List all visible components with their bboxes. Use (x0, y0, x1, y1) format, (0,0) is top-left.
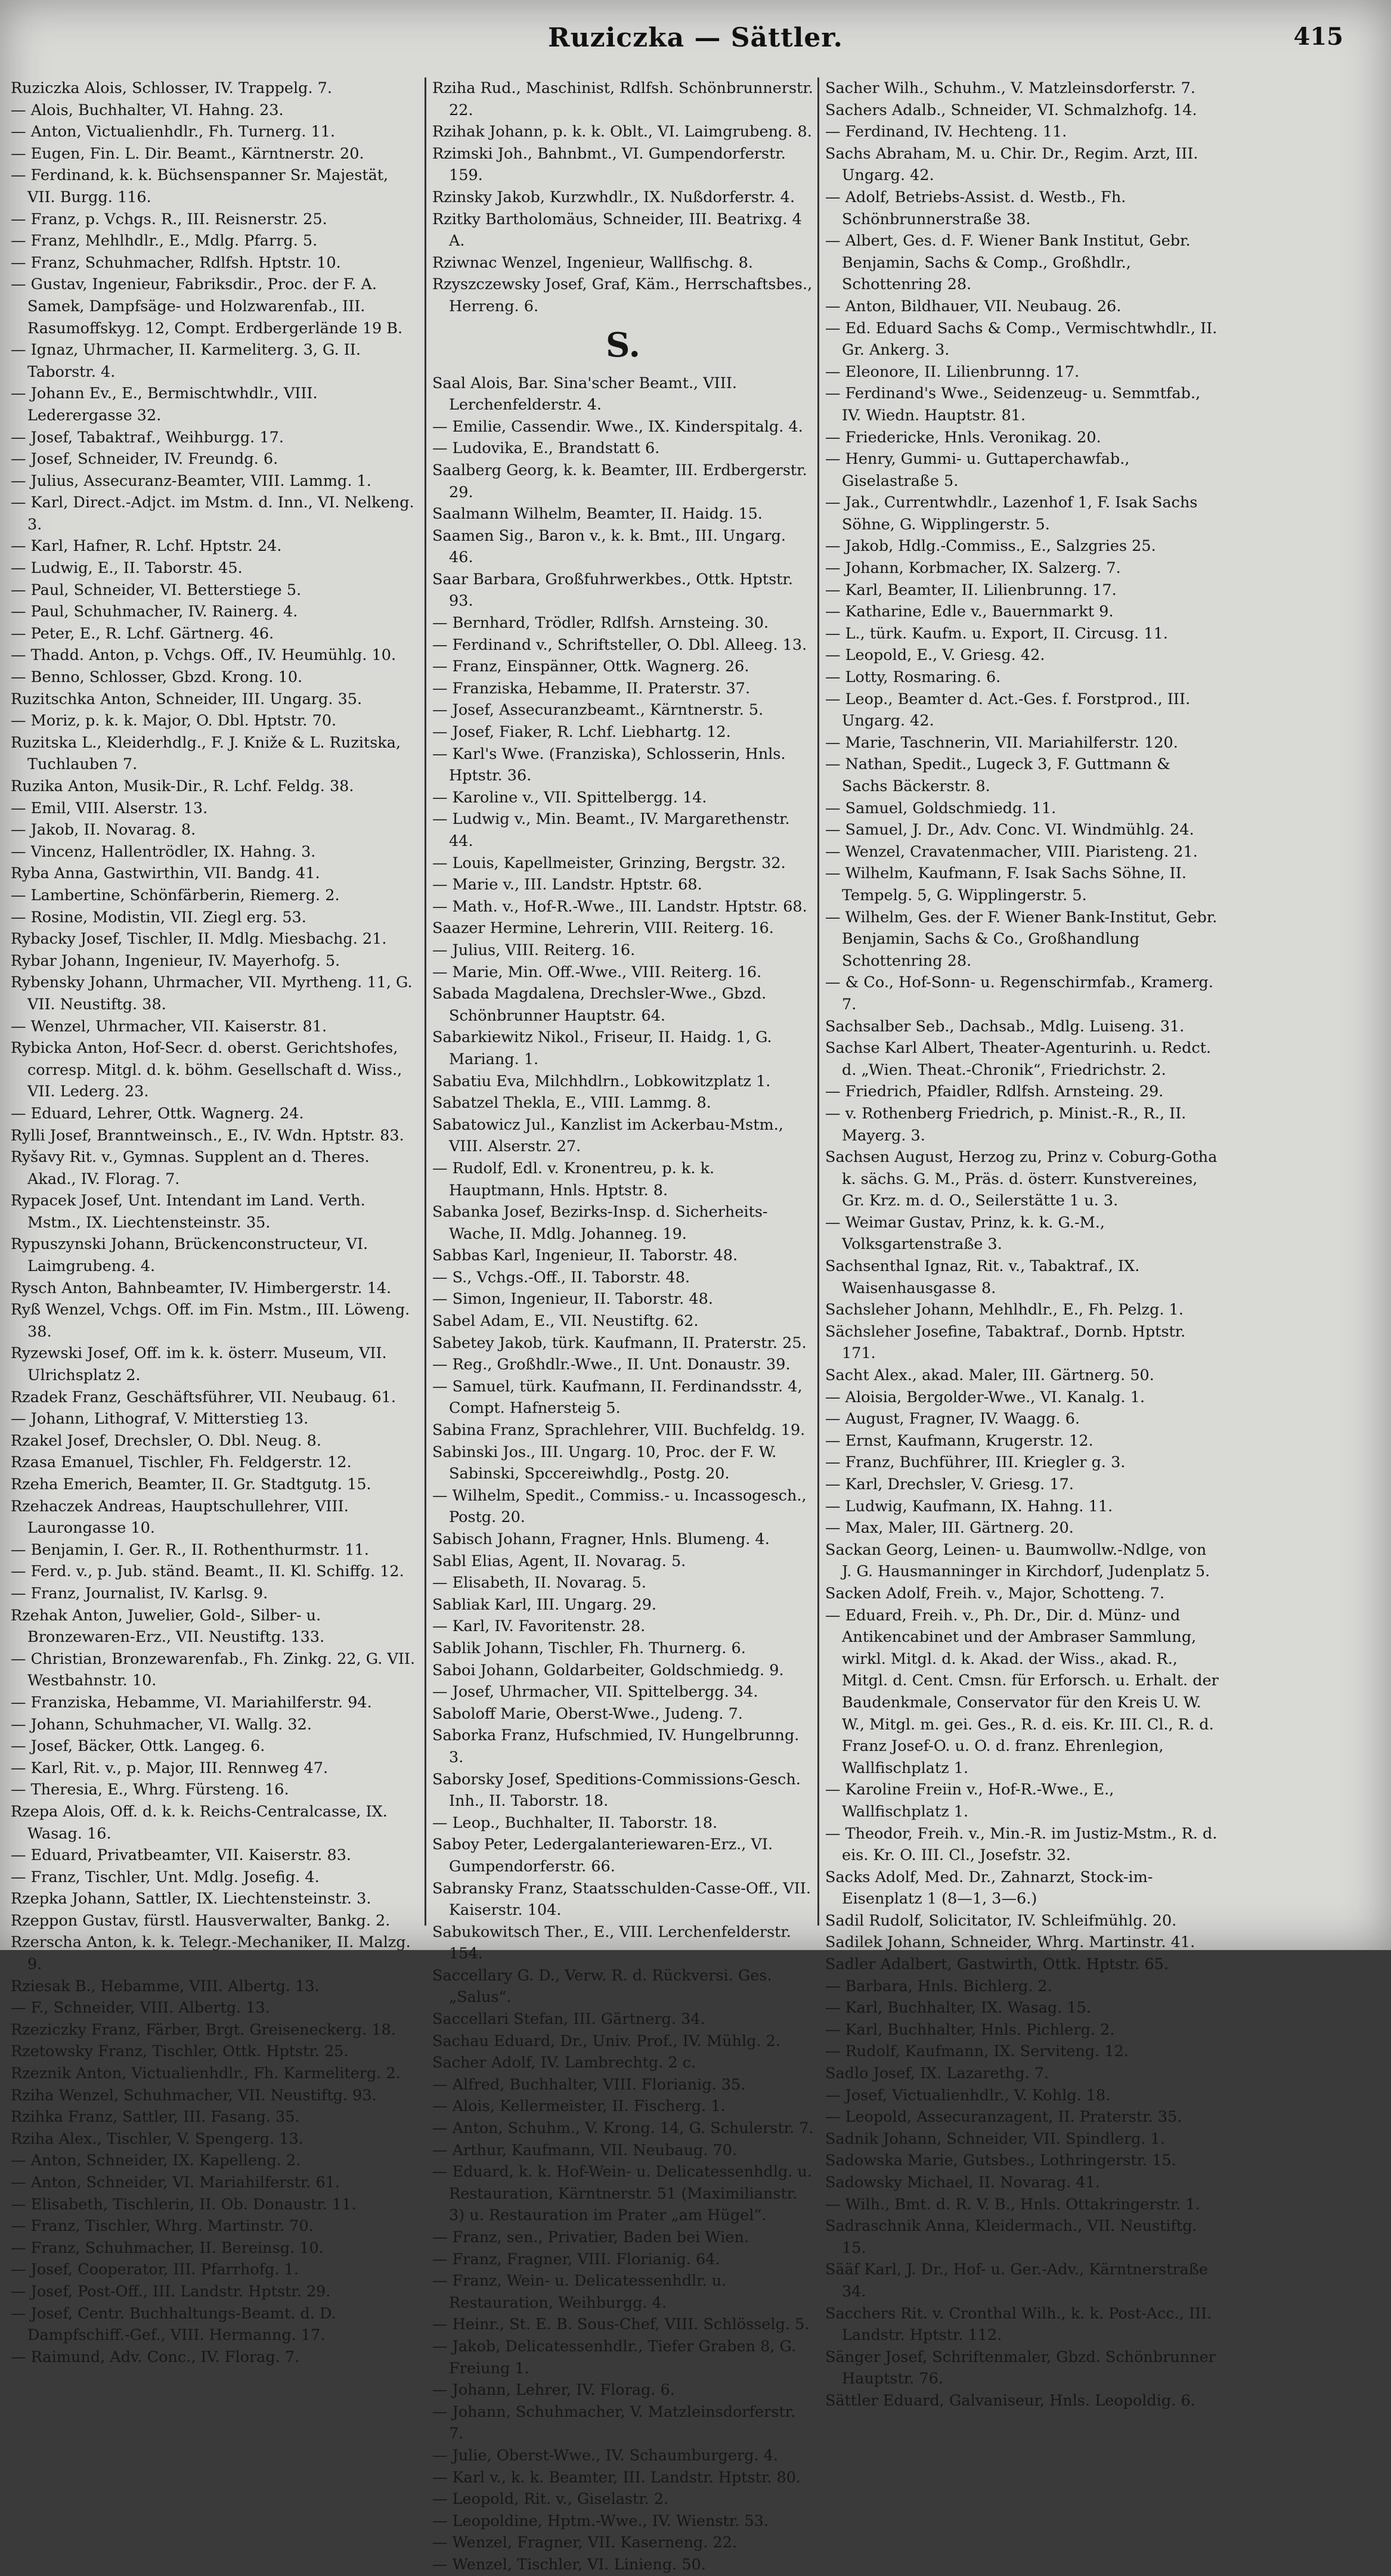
directory-entry: — Josef, Post-Off., III. Landstr. Hptstr. 29. (11, 2282, 331, 2301)
directory-entry: Sablik Johann, Tischler, Fh. Thurnerg. 6. (432, 1639, 746, 1657)
directory-columns (11, 78, 1370, 2574)
directory-entry: Sabl Elias, Agent, II. Novarag. 5. (432, 1552, 686, 1570)
directory-entry: — Karl, Rit. v., p. Major, III. Rennweg 47. (11, 1759, 329, 1777)
directory-entry: — Karl, Buchhalter, Hnls. Pichlerg. 2. (825, 2020, 1115, 2039)
directory-entry: Rzyszczewsky Josef, Graf, Käm., Herrschaftsbes., Herreng. 6. (432, 275, 813, 315)
directory-entry: Rzasa Emanuel, Tischler, Fh. Feldgerstr. 12. (11, 1453, 352, 1472)
column-2 (432, 78, 814, 2574)
directory-entry: Sänger Josef, Schriftenmaler, Gbzd. Schönbrunner Hauptstr. 76. (825, 2348, 1216, 2388)
directory-entry: — Lotty, Rosmaring. 6. (825, 668, 1001, 687)
directory-entry: Rzehak Anton, Juwelier, Gold-, Silber- u. Bronzewaren-Erz., VII. Neustiftg. 133. (11, 1606, 325, 1647)
directory-entry: — Benno, Schlosser, Gbzd. Krong. 10. (11, 668, 303, 687)
directory-entry: — Rudolf, Kaufmann, IX. Serviteng. 12. (825, 2042, 1129, 2061)
directory-entry: — Ferdinand, IV. Hechteng. 11. (825, 123, 1067, 141)
directory-entry: — Karl, IV. Favoritenstr. 28. (432, 1617, 646, 1636)
directory-entry: Sächsleher Josefine, Tabaktraf., Dornb. Hptstr. 171. (825, 1322, 1186, 1363)
directory-entry: Sääf Karl, J. Dr., Hof- u. Ger.-Adv., Kärntnerstraße 34. (825, 2261, 1208, 2301)
directory-entry: Sadilek Johann, Schneider, Whrg. Martinstr. 41. (825, 1933, 1195, 1952)
directory-entry: Rzakel Josef, Drechsler, O. Dbl. Neug. 8. (11, 1431, 321, 1450)
directory-entry: — Leop., Buchhalter, II. Taborstr. 18. (432, 1814, 718, 1832)
directory-entry: — Ludwig v., Min. Beamt., IV. Margarethenstr. 44. (432, 810, 790, 850)
directory-entry: — Louis, Kapellmeister, Grinzing, Bergstr. 32. (432, 854, 786, 872)
directory-entry: Sabukowitsch Ther., E., VIII. Lerchenfelderstr. 154. (432, 1923, 791, 1963)
directory-entry: Saborka Franz, Hufschmied, IV. Hungelbrunng. 3. (432, 1726, 800, 1766)
directory-entry: Sackan Georg, Leinen- u. Baumwollw.-Ndlge, von J. G. Hausmanninger in Kirchdorf, Judenplatz 5. (825, 1540, 1210, 1581)
directory-entry: — Josef, Fiaker, R. Lchf. Liebhartg. 12. (432, 723, 731, 742)
directory-entry: — Eduard, Privatbeamter, VII. Kaiserstr. 83. (11, 1846, 352, 1865)
directory-entry: Sadraschnik Anna, Kleidermach., VII. Neustiftg. 15. (825, 2217, 1197, 2257)
directory-entry: — Josef, Tabaktraf., Weihburgg. 17. (11, 428, 284, 447)
directory-entry: Rzitky Bartholomäus, Schneider, III. Beatrixg. 4 A. (432, 210, 802, 250)
directory-entry: — Franziska, Hebamme, II. Praterstr. 37. (432, 679, 751, 698)
directory-entry: — Franz, Einspänner, Ottk. Wagnerg. 26. (432, 658, 749, 676)
directory-entry: — Samuel, J. Dr., Adv. Conc. VI. Windmühlg. 24. (825, 821, 1194, 839)
directory-entry: — Julius, VIII. Reiterg. 16. (432, 941, 636, 959)
directory-entry: Sadler Adalbert, Gastwirth, Ottk. Hptstr. 65. (825, 1955, 1169, 1974)
directory-entry: Rzimski Joh., Bahnbmt., VI. Gumpendorferstr. 159. (432, 144, 786, 185)
directory-entry: — Franz, Fragner, VIII. Florianig. 64. (432, 2250, 720, 2268)
directory-entry: — Moriz, p. k. k. Major, O. Dbl. Hptstr. 70. (11, 712, 337, 730)
directory-entry: Sacht Alex., akad. Maler, III. Gärtnerg. 50. (825, 1366, 1154, 1385)
directory-entry: — Eduard, k. k. Hof-Wein- u. Delicatessenhdlg. u. Restauration, Kärntnerstr. 51 (Maximilianstr. 3) u. Restauration im Prater „am Hügel“. (432, 2163, 813, 2225)
directory-entry: Rzehaczek Andreas, Hauptschullehrer, VIII. Laurongasse 10. (11, 1497, 349, 1537)
directory-entry: — Johann, Lehrer, IV. Florag. 6. (432, 2381, 675, 2400)
directory-entry: — Wilhelm, Kaufmann, F. Isak Sachs Söhne, II. Tempelg. 5, G. Wipplingerstr. 5. (825, 864, 1186, 904)
directory-entry: — Franz, sen., Privatier, Baden bei Wien. (432, 2228, 749, 2246)
directory-entry: Saboi Johann, Goldarbeiter, Goldschmiedg. 9. (432, 1661, 784, 1679)
directory-entry: — Johann, Korbmacher, IX. Salzerg. 7. (825, 559, 1121, 578)
directory-entry: — Rosine, Modistin, VII. Ziegl erg. 53. (11, 908, 306, 926)
directory-entry: Saccellari Stefan, III. Gärtnerg. 34. (432, 2010, 705, 2029)
column-divider (817, 78, 819, 1926)
directory-entry: — Raimund, Adv. Conc., IV. Florag. 7. (11, 2348, 300, 2366)
directory-entry: — Ferdinand v., Schriftsteller, O. Dbl. Alleeg. 13. (432, 636, 807, 654)
directory-entry: — Albert, Ges. d. F. Wiener Bank Institut, Gebr. Benjamin, Sachs & Comp., Großhdlr., Schottenring 28. (825, 232, 1191, 294)
directory-entry: — Franz, Buchführer, III. Kriegler g. 3. (825, 1453, 1126, 1472)
directory-entry: Sachsenthal Ignaz, Rit. v., Tabaktraf., IX. Waisenhausgasse 8. (825, 1257, 1140, 1297)
directory-entry: Sadowsky Michael, II. Novarag. 41. (825, 2174, 1100, 2191)
directory-entry: Sabada Magdalena, Drechsler-Wwe., Gbzd. Schönbrunner Hauptstr. 64. (432, 985, 767, 1025)
directory-entry: — Math. v., Hof-R.-Wwe., III. Landstr. Hptstr. 68. (432, 897, 807, 916)
directory-entry: Rzeznik Anton, Victualienhdlr., Fh. Karmeliterg. 2. (11, 2064, 401, 2083)
directory-entry: Sachers Adalb., Schneider, VI. Schmalzhofg. 14. (825, 101, 1197, 119)
directory-entry: — Johann, Lithograf, V. Mitterstieg 13. (11, 1410, 309, 1428)
directory-entry: — Marie v., III. Landstr. Hptstr. 68. (432, 876, 702, 894)
directory-entry: — Karl, Hafner, R. Lchf. Hptstr. 24. (11, 537, 282, 556)
directory-entry: — Wilhelm, Spedit., Commiss.- u. Incassogesch., Postg. 20. (432, 1486, 807, 1527)
directory-entry: — L., türk. Kaufm. u. Export, II. Circusg. 11. (825, 624, 1168, 643)
directory-entry: Rzeziczky Franz, Färber, Brgt. Greiseneckerg. 18. (11, 2020, 396, 2039)
directory-entry: — Heinr., St. E. B. Sous-Chef, VIII. Schlösselg. 5. (432, 2315, 810, 2334)
directory-entry: — Friedrich, Pfaidler, Rdlfsh. Arnsteing. 29. (825, 1083, 1164, 1101)
directory-entry: — Theresia, E., Whrg. Fürsteng. 16. (11, 1781, 289, 1799)
directory-entry: Sabatzel Thekla, E., VIII. Lammg. 8. (432, 1094, 711, 1112)
directory-entry: — Eugen, Fin. L. Dir. Beamt., Kärntnerstr. 20. (11, 144, 364, 163)
directory-entry: — Karoline Freiin v., Hof-R.-Wwe., E., Wallfischplatz 1. (825, 1781, 1114, 1821)
directory-entry: — Paul, Schneider, VI. Betterstiege 5. (11, 581, 302, 599)
directory-entry: Sadowska Marie, Gutsbes., Lothringerstr. 15. (825, 2152, 1176, 2170)
directory-entry: — Josef, Assecuranzbeamt., Kärntnerstr. 5. (432, 701, 764, 720)
directory-entry: — Franz, Tischler, Unt. Mdlg. Josefig. 4. (11, 1868, 320, 1886)
directory-entry: Sättler Eduard, Galvaniseur, Hnls. Leopoldig. 6. (825, 2391, 1195, 2410)
directory-entry: — Friedericke, Hnls. Veronikag. 20. (825, 428, 1101, 447)
directory-entry: — Franziska, Hebamme, VI. Mariahilferstr. 94. (11, 1693, 372, 1712)
directory-entry: Rziha Wenzel, Schuhmacher, VII. Neustiftg. 93. (11, 2086, 377, 2104)
directory-entry: — Jak., Currentwhdlr., Lazenhof 1, F. Isak Sachs Söhne, G. Wipplingerstr. 5. (825, 494, 1198, 534)
directory-entry: — & Co., Hof-Sonn- u. Regenschirmfab., Kramerg. 7. (825, 974, 1213, 1013)
directory-entry: — Jakob, Delicatessenhdlr., Tiefer Graben 8, G. Freiung 1. (432, 2337, 797, 2377)
directory-entry: Rzadek Franz, Geschäftsführer, VII. Neubaug. 61. (11, 1388, 396, 1406)
directory-entry: Ruzika Anton, Musik-Dir., R. Lchf. Feldg. 38. (11, 777, 354, 795)
directory-entry: — Josef, Cooperator, III. Pfarrhofg. 1. (11, 2261, 299, 2279)
directory-entry: — Marie, Min. Off.-Wwe., VIII. Reiterg. 16. (432, 963, 762, 981)
directory-entry: Sabanka Josef, Bezirks-Insp. d. Sicherheits-Wache, II. Mdlg. Johanneg. 19. (432, 1203, 768, 1243)
directory-entry: — Christian, Bronzewarenfab., Fh. Zinkg. 22, G. VII. Westbahnstr. 10. (11, 1650, 416, 1690)
directory-entry: Sachsleher Johann, Mehlhdlr., E., Fh. Pelzg. 1. (825, 1301, 1184, 1319)
directory-entry: — Josef, Schneider, IV. Freundg. 6. (11, 450, 278, 469)
directory-entry: Rypuszynski Johann, Brückenconstructeur, VI. Laimgrubeng. 4. (11, 1235, 368, 1276)
column-3 (825, 78, 1219, 2410)
directory-entry: — Ed. Eduard Sachs & Comp., Vermischtwhdlr., II. Gr. Ankerg. 3. (825, 319, 1217, 359)
directory-entry: Sachs Abraham, M. u. Chir. Dr., Regim. Arzt, III. Ungarg. 42. (825, 144, 1198, 185)
directory-entry: Sadil Rudolf, Solicitator, IV. Schleifmühlg. 20. (825, 1911, 1177, 1930)
directory-entry: Sacher Adolf, IV. Lambrechtg. 2 c. (432, 2054, 696, 2072)
directory-entry: — Lambertine, Schönfärberin, Riemerg. 2. (11, 886, 340, 904)
directory-entry: — August, Fragner, IV. Waagg. 6. (825, 1410, 1080, 1428)
directory-entry: — Samuel, Goldschmiedg. 11. (825, 799, 1057, 817)
directory-entry: Rybar Johann, Ingenieur, IV. Mayerhofg. 5. (11, 951, 340, 970)
directory-entry: — Jakob, II. Novarag. 8. (11, 821, 196, 839)
directory-entry: — Elisabeth, II. Novarag. 5. (432, 1574, 647, 1592)
directory-entry: — Vincenz, Hallentrödler, IX. Hahng. 3. (11, 842, 316, 861)
directory-entry: — Paul, Schuhmacher, IV. Rainerg. 4. (11, 603, 298, 621)
directory-entry: — Karl, Buchhalter, IX. Wasag. 15. (825, 1999, 1092, 2017)
directory-entry: Saar Barbara, Großfuhrwerkbes., Ottk. Hptstr. 93. (432, 570, 793, 610)
directory-entry: — Eleonore, II. Lilienbrunng. 17. (825, 362, 1080, 381)
directory-entry: — Ferdinand, k. k. Büchsenspanner Sr. Majestät, VII. Burgg. 116. (11, 166, 389, 206)
section-letter: S. (606, 325, 640, 365)
directory-entry: — Karl's Wwe. (Franziska), Schlosserin, Hnls. Hptstr. 36. (432, 745, 786, 785)
directory-entry: Saboloff Marie, Oberst-Wwe., Judeng. 7. (432, 1704, 743, 1723)
directory-entry: — Katharine, Edle v., Bauernmarkt 9. (825, 603, 1114, 621)
directory-entry: Saccellary G. D., Verw. R. d. Rückversi. Ges. „Salus“. (432, 1966, 772, 2007)
directory-entry: — Gustav, Ingenieur, Fabriksdir., Proc. der F. A. Samek, Dampfsäge- und Holzwarenfab., III. Rasumoffskyg. 12, Compt. Erdbergerlände 19 B. (11, 275, 403, 337)
directory-entry: — Leop., Beamter d. Act.-Ges. f. Forstprod., III. Ungarg. 42. (825, 690, 1191, 730)
directory-entry: Sabetey Jakob, türk. Kaufmann, II. Praterstr. 25. (432, 1334, 807, 1352)
directory-entry: — Franz, Schuhmacher, II. Bereinsg. 10. (11, 2239, 324, 2257)
directory-entry: — Franz, Tischler, Whrg. Martinstr. 70. (11, 2217, 314, 2236)
directory-entry: — Josef, Centr. Buchhaltungs-Beamt. d. D. Dampfschiff.-Gef., VIII. Hermanng. 17. (11, 2304, 336, 2345)
directory-entry: — Aloisia, Bergolder-Wwe., VI. Kanalg. 1. (825, 1388, 1145, 1406)
directory-entry: — Ludovika, E., Brandstatt 6. (432, 439, 660, 458)
directory-entry: — Jakob, Hdlg.-Commiss., E., Salzgries 25. (825, 537, 1156, 556)
directory-entry: Sacher Wilh., Schuhm., V. Matzleinsdorferstr. 7. (825, 79, 1196, 97)
directory-entry: — Wilhelm, Ges. der F. Wiener Bank-Institut, Gebr. Benjamin, Sachs & Co., Großhandlung Schottenring 28. (825, 908, 1217, 970)
directory-entry: — v. Rothenberg Friedrich, p. Minist.-R., R., II. Mayerg. 3. (825, 1104, 1186, 1145)
directory-entry: — Franz, Schuhmacher, Rdlfsh. Hptstr. 10. (11, 253, 341, 272)
directory-entry: Sadlo Josef, IX. Lazarethg. 7. (825, 2064, 1049, 2083)
directory-entry: — Karoline v., VII. Spittelbergg. 14. (432, 788, 707, 807)
directory-entry: — Wenzel, Tischler, VI. Linieng. 50. (432, 2555, 706, 2574)
directory-entry: — Peter, E., R. Lchf. Gärtnerg. 46. (11, 624, 274, 643)
directory-entry: — Anton, Bildhauer, VII. Neubaug. 26. (825, 297, 1122, 315)
directory-entry: — Emil, VIII. Alserstr. 13. (11, 799, 208, 817)
directory-entry: — Franz, Wein- u. Delicatessenhdlr. u. Restauration, Weihburgg. 4. (432, 2272, 727, 2312)
directory-entry: Sabarkiewitz Nikol., Friseur, II. Haidg. 1, G. Mariang. 1. (432, 1028, 772, 1068)
directory-entry: — Alois, Buchhalter, VI. Hahng. 23. (11, 101, 284, 119)
directory-entry: — Wilh., Bmt. d. R. V. B., Hnls. Ottakringerstr. 1. (825, 2195, 1200, 2214)
directory-entry: Rylli Josef, Branntweinsch., E., IV. Wdn. Hptstr. 83. (11, 1126, 404, 1145)
directory-entry: — Karl v., k. k. Beamter, III. Landstr. Hptstr. 80. (432, 2468, 801, 2487)
directory-entry: Ruzitska L., Kleiderhdlg., F. J. Kniže & L. Ruzitska, Tuchlauben 7. (11, 733, 401, 774)
directory-entry: — Johann, Schuhmacher, VI. Wallg. 32. (11, 1715, 312, 1734)
directory-entry: — Emilie, Cassendir. Wwe., IX. Kinderspitalg. 4. (432, 417, 803, 436)
directory-entry: Ruziczka Alois, Schlosser, IV. Trappelg. 7. (11, 79, 333, 97)
directory-entry: — Franz, Mehlhdlr., E., Mdlg. Pfarrg. 5. (11, 232, 318, 250)
directory-entry: — Max, Maler, III. Gärtnerg. 20. (825, 1519, 1074, 1537)
directory-entry: — Ludwig, E., II. Taborstr. 45. (11, 559, 243, 578)
directory-entry: — Leopold, Assecuranzagent, II. Praterstr. 35. (825, 2108, 1182, 2126)
directory-entry: Rzihak Johann, p. k. k. Oblt., VI. Laimgrubeng. 8. (432, 123, 812, 141)
directory-entry: Saalmann Wilhelm, Beamter, II. Haidg. 15. (432, 505, 763, 523)
directory-entry: — Theodor, Freih. v., Min.-R. im Justiz-Mstm., R. d. eis. Kr. O. III. Cl., Josefstr. 32. (825, 1824, 1217, 1865)
directory-entry: Sacchers Rit. v. Cronthal Wilh., k. k. Post-Acc., III. Landstr. Hptstr. 112. (825, 2304, 1212, 2345)
directory-entry: Sachsen August, Herzog zu, Prinz v. Coburg-Gotha k. sächs. G. M., Präs. d. österr. Kunstvereines, Gr. Krz. m. d. O., Seilerstätte 1 u. 3. (825, 1148, 1217, 1210)
directory-entry: — F., Schneider, VIII. Albertg. 13. (11, 1999, 270, 2017)
directory-entry: — Anton, Schuhm., V. Krong. 14, G. Schulerstr. 7. (432, 2119, 814, 2138)
directory-entry: Saazer Hermine, Lehrerin, VIII. Reiterg. 16. (432, 919, 774, 938)
directory-entry: — Wenzel, Cravatenmacher, VIII. Piaristeng. 21. (825, 842, 1198, 861)
directory-entry: Sabina Franz, Sprachlehrer, VIII. Buchfeldg. 19. (432, 1421, 806, 1440)
directory-entry: — Eduard, Freih. v., Ph. Dr., Dir. d. Münz- und Antikencabinet und der Ambraser Sammlung, wirkl. Mitgl. d. k. Akad. der Wiss., akad. R., Mitgl. d. Cent. Cmsn. für Erforsch. u. Erhalt. der Baudenkmale, Conservator für den Kreis U. W. W., Mitgl. m. gei. Ges., R. d. eis. Kr. III. Cl., R. d. Franz Josef-O. u. O. d. franz. Ehrenlegion, Wallfischplatz 1. (825, 1606, 1219, 1777)
directory-entry: — Franz, Journalist, IV. Karlsg. 9. (11, 1584, 268, 1602)
directory-entry: Saboy Peter, Ledergalanteriewaren-Erz., VI. Gumpendorferstr. 66. (432, 1836, 773, 1876)
directory-entry: — Karl, Direct.-Adjct. im Mstm. d. Inn., VI. Nelkeng. 3. (11, 494, 414, 534)
directory-entry: Sabel Adam, E., VII. Neustiftg. 62. (432, 1312, 699, 1331)
directory-entry: Rziesak B., Hebamme, VIII. Albertg. 13. (11, 1977, 320, 1995)
directory-entry: Saborsky Josef, Speditions-Commissions-Gesch. Inh., II. Taborstr. 18. (432, 1770, 801, 1811)
directory-entry: — Ernst, Kaufmann, Krugerstr. 12. (825, 1431, 1093, 1450)
directory-entry: Rzihka Franz, Sattler, III. Fasang. 35. (11, 2108, 300, 2126)
directory-entry: Rysch Anton, Bahnbeamter, IV. Himbergerstr. 14. (11, 1279, 392, 1297)
directory-entry: Rzeha Emerich, Beamter, II. Gr. Stadtgutg. 15. (11, 1475, 371, 1493)
directory-entry: Sabliak Karl, III. Ungarg. 29. (432, 1595, 657, 1614)
directory-entry: Saal Alois, Bar. Sina'scher Beamt., VIII. Lerchenfelderstr. 4. (432, 374, 738, 414)
directory-entry: Rybensky Johann, Uhrmacher, VII. Myrtheng. 11, G. VII. Neustiftg. 38. (11, 974, 413, 1013)
directory-entry: — Simon, Ingenieur, II. Taborstr. 48. (432, 1290, 713, 1309)
directory-entry: — Josef, Bäcker, Ottk. Langeg. 6. (11, 1737, 265, 1756)
directory-entry: Saamen Sig., Baron v., k. k. Bmt., III. Ungarg. 46. (432, 526, 786, 567)
directory-entry: — Josef, Uhrmacher, VII. Spittelbergg. 34. (432, 1683, 758, 1701)
directory-entry: Sabransky Franz, Staatsschulden-Casse-Off., VII. Kaiserstr. 104. (432, 1879, 811, 1920)
directory-entry: — Reg., Großhdlr.-Wwe., II. Unt. Donaustr. 39. (432, 1356, 791, 1374)
directory-entry: Rypacek Josef, Unt. Intendant im Land. Verth. Mstm., IX. Liechtensteinstr. 35. (11, 1192, 365, 1232)
directory-entry: — Johann Ev., E., Bermischtwhdlr., VIII. Lederergasse 32. (11, 385, 318, 424)
directory-entry: — Franz, p. Vchgs. R., III. Reisnerstr. 25. (11, 210, 327, 228)
page-header (0, 23, 1391, 64)
directory-entry: Sabisch Johann, Fragner, Hnls. Blumeng. 4. (432, 1530, 770, 1548)
directory-entry: Sacks Adolf, Med. Dr., Zahnarzt, Stock-im-Eisenplatz 1 (8—1, 3—6.) (825, 1868, 1153, 1908)
directory-entry: — Eduard, Lehrer, Ottk. Wagnerg. 24. (11, 1104, 304, 1123)
directory-entry: — Nathan, Spedit., Lugeck 3, F. Guttmann & Sachs Bäckerstr. 8. (825, 755, 1170, 795)
directory-entry: Rzeppon Gustav, fürstl. Hausverwalter, Bankg. 2. (11, 1911, 391, 1930)
directory-entry: — Karl, Beamter, II. Lilienbrunng. 17. (825, 581, 1117, 599)
directory-entry: — Leopold, E., V. Griesg. 42. (825, 646, 1045, 665)
directory-entry: — Samuel, türk. Kaufmann, II. Ferdinandsstr. 4, Compt. Hafnersteig 5. (432, 1377, 803, 1418)
column-divider (425, 78, 426, 1926)
directory-entry: — Karl, Drechsler, V. Griesg. 17. (825, 1475, 1074, 1493)
directory-entry: — Ferd. v., p. Jub. ständ. Beamt., II. Kl. Schiffg. 12. (11, 1563, 404, 1581)
directory-entry: — Bernhard, Trödler, Rdlfsh. Arnsteing. 30. (432, 614, 769, 633)
directory-entry: Sabatowicz Jul., Kanzlist im Ackerbau-Mstm., VIII. Alserstr. 27. (432, 1115, 783, 1156)
directory-entry: — Marie, Taschnerin, VII. Mariahilferstr. 120. (825, 733, 1178, 752)
directory-entry: Sabbas Karl, Ingenieur, II. Taborstr. 48. (432, 1247, 738, 1265)
directory-entry: Rziha Rud., Maschinist, Rdlfsh. Schönbrunnerstr. 22. (432, 79, 813, 119)
directory-entry: — Ignaz, Uhrmacher, II. Karmeliterg. 3, G. II. Taborstr. 4. (11, 341, 361, 381)
directory-entry: Sachse Karl Albert, Theater-Agenturinh. u. Redct. d. „Wien. Theat.-Chronik“, Friedrichstr. 2. (825, 1039, 1212, 1079)
directory-entry: Rzepka Johann, Sattler, IX. Liechtensteinstr. 3. (11, 1890, 371, 1908)
directory-entry: Rziwnac Wenzel, Ingenieur, Wallfischg. 8. (432, 253, 753, 272)
directory-entry: Sacken Adolf, Freih. v., Major, Schotteng. 7. (825, 1584, 1165, 1602)
directory-entry: — Anton, Schneider, IX. Kapelleng. 2. (11, 2152, 301, 2170)
column-1 (11, 78, 417, 2366)
directory-entry: Rzetowsky Franz, Tischler, Ottk. Hptstr. 25. (11, 2042, 349, 2061)
directory-entry: Sachsalber Seb., Dachsab., Mdlg. Luiseng. 31. (825, 1017, 1185, 1036)
directory-entry: — Ludwig, Kaufmann, IX. Hahng. 11. (825, 1497, 1113, 1515)
directory-entry: — Adolf, Betriebs-Assist. d. Westb., Fh. Schönbrunnerstraße 38. (825, 188, 1126, 228)
directory-entry: Sabatiu Eva, Milchhdlrn., Lobkowitzplatz 1. (432, 1072, 771, 1090)
running-head: Ruziczka — Sättler. (548, 23, 843, 53)
directory-entry: — Elisabeth, Tischlerin, II. Ob. Donaustr. 11. (11, 2195, 357, 2214)
directory-entry: — Leopoldine, Hptm.-Wwe., IV. Wienstr. 53. (432, 2512, 769, 2530)
directory-entry: Sadnik Johann, Schneider, VII. Spindlerg. 1. (825, 2129, 1166, 2148)
directory-entry: — Anton, Schneider, VI. Mariahilferstr. 61. (11, 2174, 340, 2191)
directory-entry: — Anton, Victualienhdlr., Fh. Turnerg. 11. (11, 123, 336, 141)
directory-entry: — Arthur, Kaufmann, VII. Neubaug. 70. (432, 2141, 738, 2159)
directory-entry: — Benjamin, I. Ger. R., II. Rothenthurmstr. 11. (11, 1540, 369, 1559)
directory-entry: — Julius, Assecuranz-Beamter, VIII. Lammg. 1. (11, 472, 371, 490)
directory-entry: Ryba Anna, Gastwirthin, VII. Bandg. 41. (11, 864, 320, 883)
directory-entry: — Ferdinand's Wwe., Seidenzeug- u. Semmtfab., IV. Wiedn. Hauptstr. 81. (825, 385, 1201, 424)
directory-entry: — S., Vchgs.-Off., II. Taborstr. 48. (432, 1268, 690, 1287)
directory-entry: Sabinski Jos., III. Ungarg. 10, Proc. der F. W. Sabinski, Spccereiwhdlg., Postg. 20. (432, 1443, 777, 1483)
directory-entry: — Henry, Gummi- u. Guttaperchawfab., Giselastraße 5. (825, 450, 1130, 490)
directory-entry: Rziha Alex., Tischler, V. Spengerg. 13. (11, 2129, 303, 2148)
directory-entry: Ryß Wenzel, Vchgs. Off. im Fin. Mstm., III. Löweng. 38. (11, 1301, 410, 1341)
directory-entry: — Julie, Oberst-Wwe., IV. Schaumburgerg. 4. (432, 2446, 779, 2465)
directory-entry: Saalberg Georg, k. k. Beamter, III. Erdbergerstr. 29. (432, 461, 807, 501)
directory-entry: Sachau Eduard, Dr., Univ. Prof., IV. Mühlg. 2. (432, 2032, 780, 2050)
directory-entry: Ryzewski Josef, Off. im k. k. österr. Museum, VII. Ulrichsplatz 2. (11, 1344, 387, 1385)
directory-entry: Ryšavy Rit. v., Gymnas. Supplent an d. Theres. Akad., IV. Florag. 7. (11, 1148, 370, 1188)
directory-entry: — Johann, Schuhmacher, V. Matzleinsdorferstr. 7. (432, 2403, 796, 2443)
directory-entry: — Alfred, Buchhalter, VIII. Florianig. 35. (432, 2075, 746, 2094)
directory-entry: — Barbara, Hnls. Bichlerg. 2. (825, 1977, 1052, 1995)
directory-entry: — Thadd. Anton, p. Vchgs. Off., IV. Heumühlg. 10. (11, 646, 396, 665)
directory-entry: — Weimar Gustav, Prinz, k. k. G.-M., Volksgartenstraße 3. (825, 1213, 1105, 1254)
page-number: 415 (1293, 23, 1343, 51)
directory-entry: Rzepa Alois, Off. d. k. k. Reichs-Centralcasse, IX. Wasag. 16. (11, 1802, 388, 1843)
directory-entry: — Alois, Kellermeister, II. Fischerg. 1. (432, 2097, 726, 2116)
directory-entry: — Rudolf, Edl. v. Kronentreu, p. k. k. Hauptmann, Hnls. Hptstr. 8. (432, 1159, 715, 1199)
directory-entry: Rzinsky Jakob, Kurzwhdlr., IX. Nußdorferstr. 4. (432, 188, 795, 206)
directory-entry: Rybacky Josef, Tischler, II. Mdlg. Miesbachg. 21. (11, 930, 387, 948)
directory-entry: — Wenzel, Uhrmacher, VII. Kaiserstr. 81. (11, 1017, 327, 1036)
directory-entry: — Josef, Victualienhdlr., V. Kohlg. 18. (825, 2086, 1111, 2104)
directory-entry: Ruzitschka Anton, Schneider, III. Ungarg. 35. (11, 690, 363, 708)
directory-entry: Rybicka Anton, Hof-Secr. d. oberst. Gerichtshofes, corresp. Mitgl. d. k. böhm. Gesellschaft d. Wiss., VII. Lederg. 23. (11, 1039, 402, 1101)
directory-entry: — Wenzel, Fragner, VII. Kaserneng. 22. (432, 2534, 738, 2552)
directory-entry: Rzerscha Anton, k. k. Telegr.-Mechaniker, II. Malzg. 9. (11, 1933, 411, 1974)
directory-entry: — Leopold, Rit. v., Giselastr. 2. (432, 2490, 669, 2509)
